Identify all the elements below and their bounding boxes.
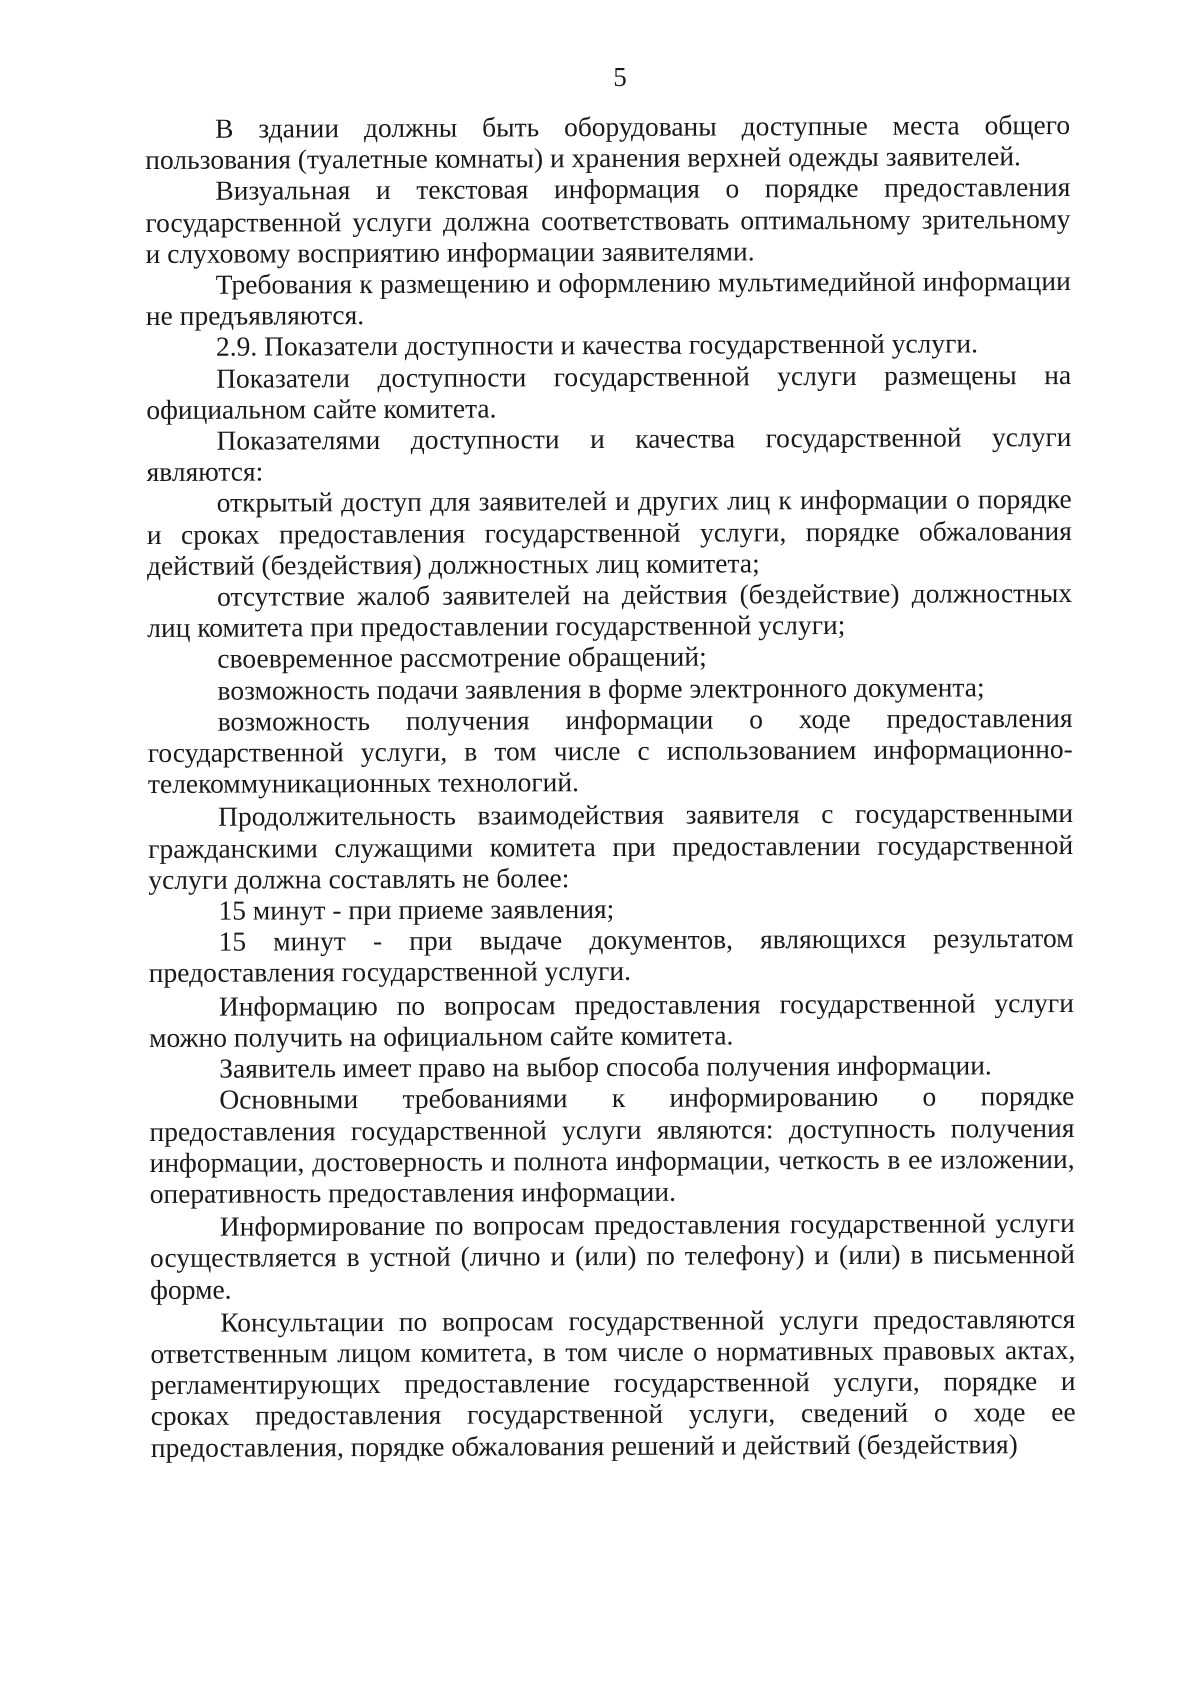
paragraph: Информирование по вопросам предоставления государственной услуги осуществляется в устной (лично и (или) по телефону) и (или) в письменной форме.	[149, 1207, 1076, 1305]
paragraph: В здании должны быть оборудованы доступные места общего пользования (туалетные комнаты) и хранения верхней одежды заявителей.	[145, 108, 1071, 176]
paragraph: Требования к размещению и оформлению мультимедийной информации не предъявляются.	[145, 264, 1071, 332]
list-item: 15 минут - при выдаче документов, являющихся результатом предоставления государственной услуги.	[148, 922, 1074, 989]
document-body	[145, 109, 1076, 1463]
paragraph: Консультации по вопросам государственной услуги предоставляются ответственным лицом комитета, в том числе о нормативных правовых актах, регламентирующих предоставление государственной услуги, порядке и сроках предоставления государственной услуги, сведений о ходе ее предоставления, порядке обжалования решений и действий (бездействия)	[150, 1302, 1076, 1463]
section-heading: 2.9. Показатели доступности и качества государственной услуги.	[215, 327, 979, 363]
paragraph: Заявитель имеет право на выбор способа получения информации.	[219, 1049, 992, 1084]
list-item: возможность подачи заявления в форме электронного документа;	[217, 670, 985, 706]
paragraph: Визуальная и текстовая информация о порядке предоставления государственной услуги должна соответствовать оптимальному зрительному и слуховому восприятию информации заявителями.	[145, 171, 1071, 269]
list-item: отсутствие жалоб заявителей на действия (бездействие) должностных лиц комитета при предоставлении государственной услуги;	[147, 577, 1073, 644]
paragraph: Основными требованиями к информированию о порядке предоставления государственной услуги являются: доступность получения информации, достоверность и полнота информации, четкость в ее изложении, оперативность предоставления информации.	[149, 1080, 1075, 1209]
list-item: возможность получения информации о ходе предоставления государственной услуги, в том числе с использованием информационно-телекоммуникационных технологий.	[147, 701, 1073, 800]
page-number: 5	[613, 62, 627, 92]
paragraph: Показателями доступности и качества государственной услуги являются:	[146, 420, 1072, 488]
list-item: своевременное рассмотрение обращений;	[217, 641, 707, 675]
paragraph: Показатели доступности государственной услуги размещены на официальном сайте комитета.	[146, 358, 1072, 425]
list-item: открытый доступ для заявителей и других лиц к информации о порядке и сроках предоставления государственной услуги, порядке обжалования действий (бездействия) должностных лиц комитета;	[146, 483, 1072, 581]
paragraph: Информацию по вопросам предоставления государственной услуги можно получить на официальном сайте комитета.	[148, 986, 1074, 1053]
paragraph: Продолжительность взаимодействия заявителя с государственными гражданскими служащими комитета при предоставлении государственной услуги должна составлять не более:	[148, 797, 1074, 895]
list-item: 15 минут - при приеме заявления;	[218, 893, 615, 926]
